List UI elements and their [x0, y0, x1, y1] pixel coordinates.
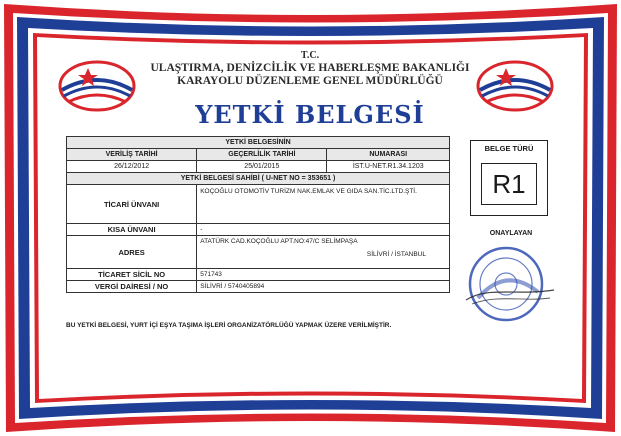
certificate-type-box — [470, 140, 548, 216]
col-issue-date: VERİLİŞ TARİHİ — [67, 149, 197, 161]
col-number: NUMARASI — [327, 149, 450, 161]
valid-date-value: 25/01/2015 — [197, 161, 327, 173]
trade-name-value: KOÇOĞLU OTOMOTİV TURİZM NAK.EMLAK VE GIDA SAN.TİC.LTD.ŞTİ. — [197, 185, 450, 224]
footer-note: BU YETKİ BELGESİ, YURT İÇİ EŞYA TAŞIMA İŞLERİ ORGANİZATÖRLÜĞÜ YAPMAK ÜZERE VERİLMİŞTİR. — [66, 322, 392, 329]
document-title: YETKİ BELGESİ — [195, 100, 425, 129]
short-name-label: KISA ÜNVANI — [67, 224, 197, 236]
directorate-name: KARAYOLU DÜZENLEME GENEL MÜDÜRLÜĞÜ — [177, 75, 443, 87]
tax-value: SİLİVRİ / 5740405894 — [197, 281, 450, 293]
ministry-name: ULAŞTIRMA, DENİZCİLİK VE HABERLEŞME BAKANLIĞI — [150, 62, 470, 74]
certificate-type-code: R1 — [481, 163, 537, 205]
address-value — [197, 236, 450, 269]
address-label: ADRES — [67, 236, 197, 269]
certificate-table — [66, 136, 450, 293]
col-valid-date: GEÇERLİLİK TARİHİ — [197, 149, 327, 161]
number-value: İST.U-NET.R1.34.1203 — [327, 161, 450, 173]
owner-title: YETKİ BELGESİ SAHİBİ ( U-NET NO = 353651 ) — [67, 173, 450, 185]
ministry-emblem-left — [58, 60, 136, 112]
short-name-value: - — [197, 224, 450, 236]
address-line-2: SİLİVRİ / İSTANBUL — [366, 251, 426, 258]
address-line-1: ATATÜRK CAD.KOÇOĞLU APT.NO:47/C SELİMPAŞA — [200, 238, 358, 245]
tc-label: T.C. — [300, 50, 320, 61]
certificate-type-label: BELGE TÜRÜ — [484, 144, 534, 153]
section-title: YETKİ BELGESİNİN — [67, 137, 450, 149]
official-stamp — [458, 240, 558, 326]
registry-value: 571743 — [197, 269, 450, 281]
issue-date-value: 26/12/2012 — [67, 161, 197, 173]
registry-label: TİCARET SİCİL NO — [67, 269, 197, 281]
trade-name-label: TİCARİ ÜNVANI — [67, 185, 197, 224]
tax-label: VERGİ DAİRESİ / NO — [67, 281, 197, 293]
approver-label: ONAYLAYAN — [489, 230, 533, 237]
ministry-emblem-right — [476, 60, 554, 112]
document-header — [140, 50, 480, 88]
